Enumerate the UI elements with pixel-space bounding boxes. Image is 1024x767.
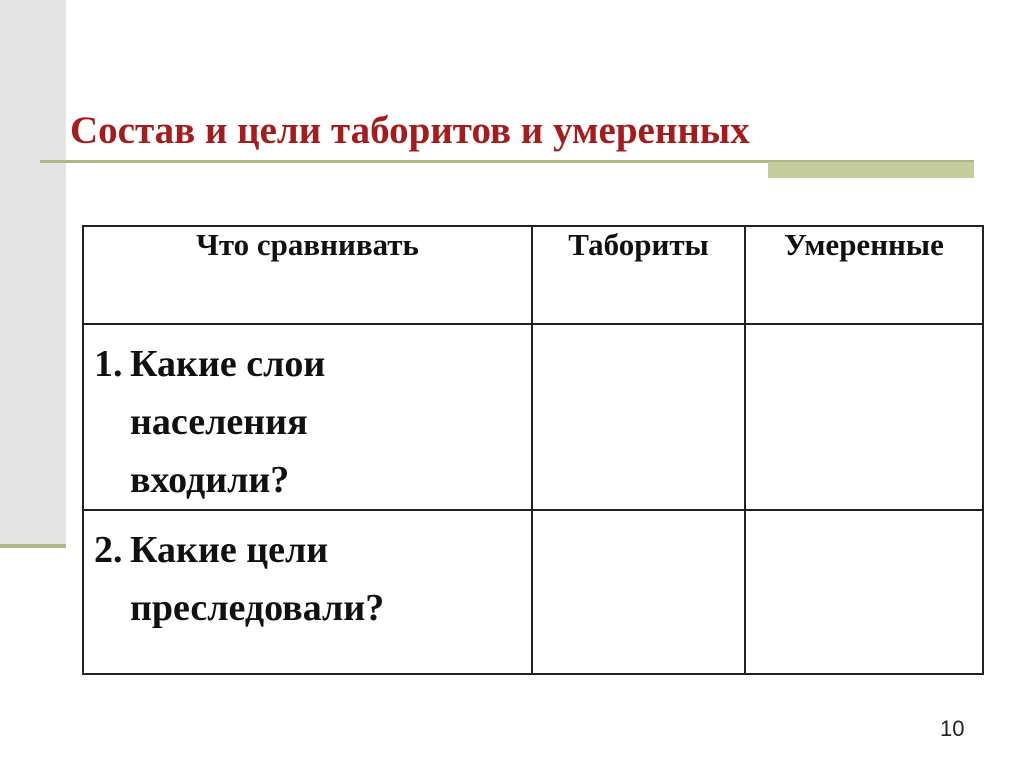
moderates-cell: [745, 510, 983, 674]
sidebar-decoration: [0, 0, 66, 545]
sidebar-underline: [0, 544, 66, 548]
taborites-cell: [532, 324, 745, 510]
table-row: [83, 324, 983, 510]
question-number: 1.: [94, 343, 123, 385]
question-text: Какие цели: [130, 529, 329, 571]
moderates-cell: [745, 324, 983, 510]
table-row: [83, 510, 983, 674]
slide-title: Состав и цели таборитов и умеренных: [70, 109, 750, 152]
comparison-table: [82, 225, 984, 675]
page-number: 10: [940, 716, 965, 741]
question-text: Какие слои: [130, 343, 326, 385]
question-text: преследовали?: [130, 587, 385, 629]
question-text: населения: [130, 401, 308, 443]
title-accent-block: [768, 162, 974, 178]
taborites-cell: [532, 510, 745, 674]
question-cell: [83, 510, 532, 674]
question-text: входили?: [130, 459, 290, 501]
header-what-to-compare: Что сравнивать: [83, 226, 532, 324]
question-number: 2.: [94, 529, 123, 571]
header-taborites: Табориты: [532, 226, 745, 324]
header-moderates: Умеренные: [745, 226, 983, 324]
table-header-row: [83, 226, 983, 324]
question-cell: [83, 324, 532, 510]
